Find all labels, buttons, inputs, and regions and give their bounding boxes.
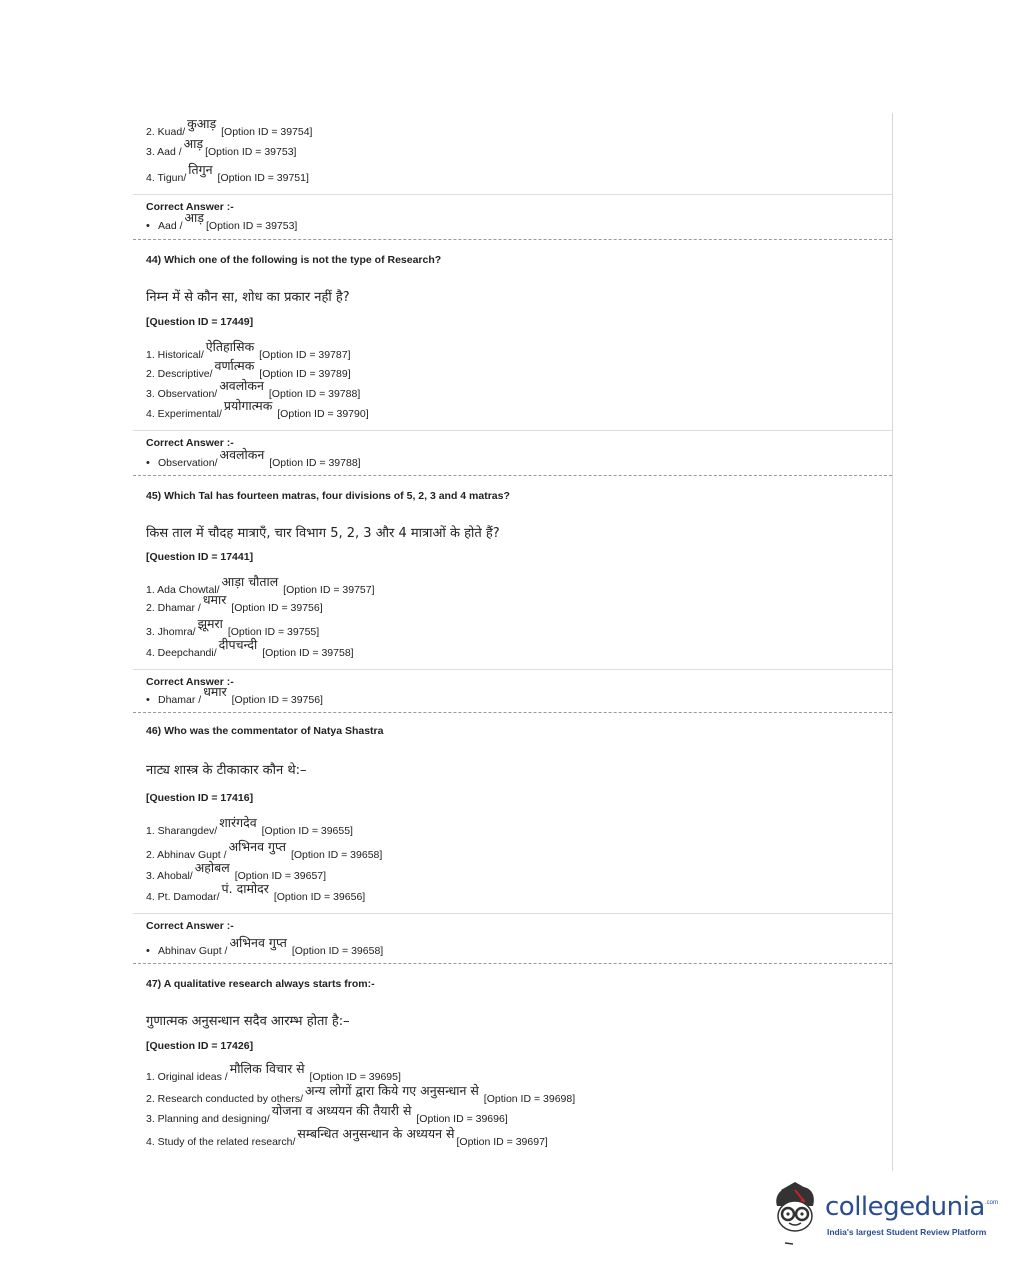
correct-answer-label: Correct Answer :- <box>146 676 234 688</box>
question-title: 44) Which one of the following is not the type of Research? <box>146 254 442 266</box>
question-45 <box>133 475 892 669</box>
question-hindi: निम्न में से कौन सा, शोध का प्रकार नहीं है? <box>146 290 350 305</box>
option-line: 2. Kuad/कुआड़ [Option ID = 39754] <box>146 116 313 138</box>
question-hindi: गुणात्मक अनुसन्धान सदैव आरम्भ होता है:– <box>146 1014 350 1029</box>
question-47 <box>133 963 892 1158</box>
correct-answer-44 <box>133 430 892 475</box>
option-line: 1. Historical/ऐतिहासिक [Option ID = 39787] <box>146 339 351 361</box>
question-hindi: किस ताल में चौदह मात्राएँ, चार विभाग 5, 2, 3 और 4 मात्राओं के होते हैं? <box>146 526 500 541</box>
option-line: 4. Experimental/प्रयोगात्मक [Option ID = 39790] <box>146 398 369 420</box>
correct-answer-line: • Aad /आड़[Option ID = 39753] <box>146 210 298 232</box>
question-id: [Question ID = 17416] <box>146 792 254 804</box>
option-line: 1. Ada Chowtal/आड़ा चौताल [Option ID = 39757] <box>146 574 375 596</box>
option-line: 3. Jhomra/झूमरा [Option ID = 39755] <box>146 616 320 638</box>
option-line: 2. Abhinav Gupt /अभिनव गुप्त [Option ID = 39658] <box>146 839 383 861</box>
option-line: 1. Original ideas /मौलिक विचार से [Option ID = 39695] <box>146 1061 401 1083</box>
correct-answer-label: Correct Answer :- <box>146 437 234 449</box>
option-line: 1. Sharangdev/शारंगदेव [Option ID = 39655] <box>146 815 353 837</box>
correct-answer-45 <box>133 669 892 712</box>
question-title: 47) A qualitative research always starts from:- <box>146 978 375 990</box>
collegedunia-logo <box>763 1178 1003 1248</box>
correct-answer-line: • Dhamar /धमार [Option ID = 39756] <box>146 684 323 706</box>
option-line: 4. Study of the related research/सम्बन्धित अनुसन्धान के अध्ययन से[Option ID = 39697] <box>146 1126 548 1148</box>
brand-tagline: India's largest Student Review Platform <box>827 1227 987 1237</box>
correct-answer-line: • Abhinav Gupt /अभिनव गुप्त [Option ID = 39658] <box>146 935 384 957</box>
correct-answer-line: • Observation/अवलोकन [Option ID = 39788] <box>146 447 361 469</box>
option-line: 2. Descriptive/वर्णात्मक [Option ID = 39789] <box>146 358 351 380</box>
question-id: [Question ID = 17426] <box>146 1040 254 1052</box>
brand-suffix: .com <box>985 1200 999 1206</box>
student-mascot-icon <box>763 1178 823 1248</box>
option-line: 3. Ahobal/अहोबल [Option ID = 39657] <box>146 860 327 882</box>
prev-correct-answer <box>133 194 892 239</box>
option-line: 4. Deepchandi/दीपचन्दी [Option ID = 39758] <box>146 637 354 659</box>
option-line: 4. Pt. Damodar/पं. दामोदर [Option ID = 39656] <box>146 881 366 903</box>
option-line: 4. Tigun/तिगुन [Option ID = 39751] <box>146 162 309 184</box>
brand-name: collegedunia <box>825 1192 985 1222</box>
option-line: 3. Planning and designing/योजना व अध्ययन की तैयारी से [Option ID = 39696] <box>146 1103 508 1125</box>
option-line: 2. Research conducted by others/अन्य लोगों द्वारा किये गए अनुसन्धान से [Option ID = 39698] <box>146 1083 576 1105</box>
question-id: [Question ID = 17441] <box>146 551 254 563</box>
question-44 <box>133 239 892 430</box>
option-line: 3. Observation/अवलोकन [Option ID = 39788] <box>146 378 361 400</box>
question-id: [Question ID = 17449] <box>146 316 254 328</box>
question-46 <box>133 712 892 913</box>
correct-answer-46 <box>133 913 892 963</box>
question-title: 46) Who was the commentator of Natya Shastra <box>146 725 384 737</box>
question-hindi: नाट्य शास्त्र के टीकाकार कौन थे:– <box>146 763 307 778</box>
option-line: 2. Dhamar /धमार [Option ID = 39756] <box>146 592 323 614</box>
prev-question-options <box>133 113 892 194</box>
option-line: 3. Aad /आड़[Option ID = 39753] <box>146 136 297 158</box>
question-title: 45) Which Tal has fourteen matras, four divisions of 5, 2, 3 and 4 matras? <box>146 490 510 502</box>
correct-answer-label: Correct Answer :- <box>146 201 234 213</box>
exam-page <box>133 113 893 1171</box>
correct-answer-label: Correct Answer :- <box>146 920 234 932</box>
